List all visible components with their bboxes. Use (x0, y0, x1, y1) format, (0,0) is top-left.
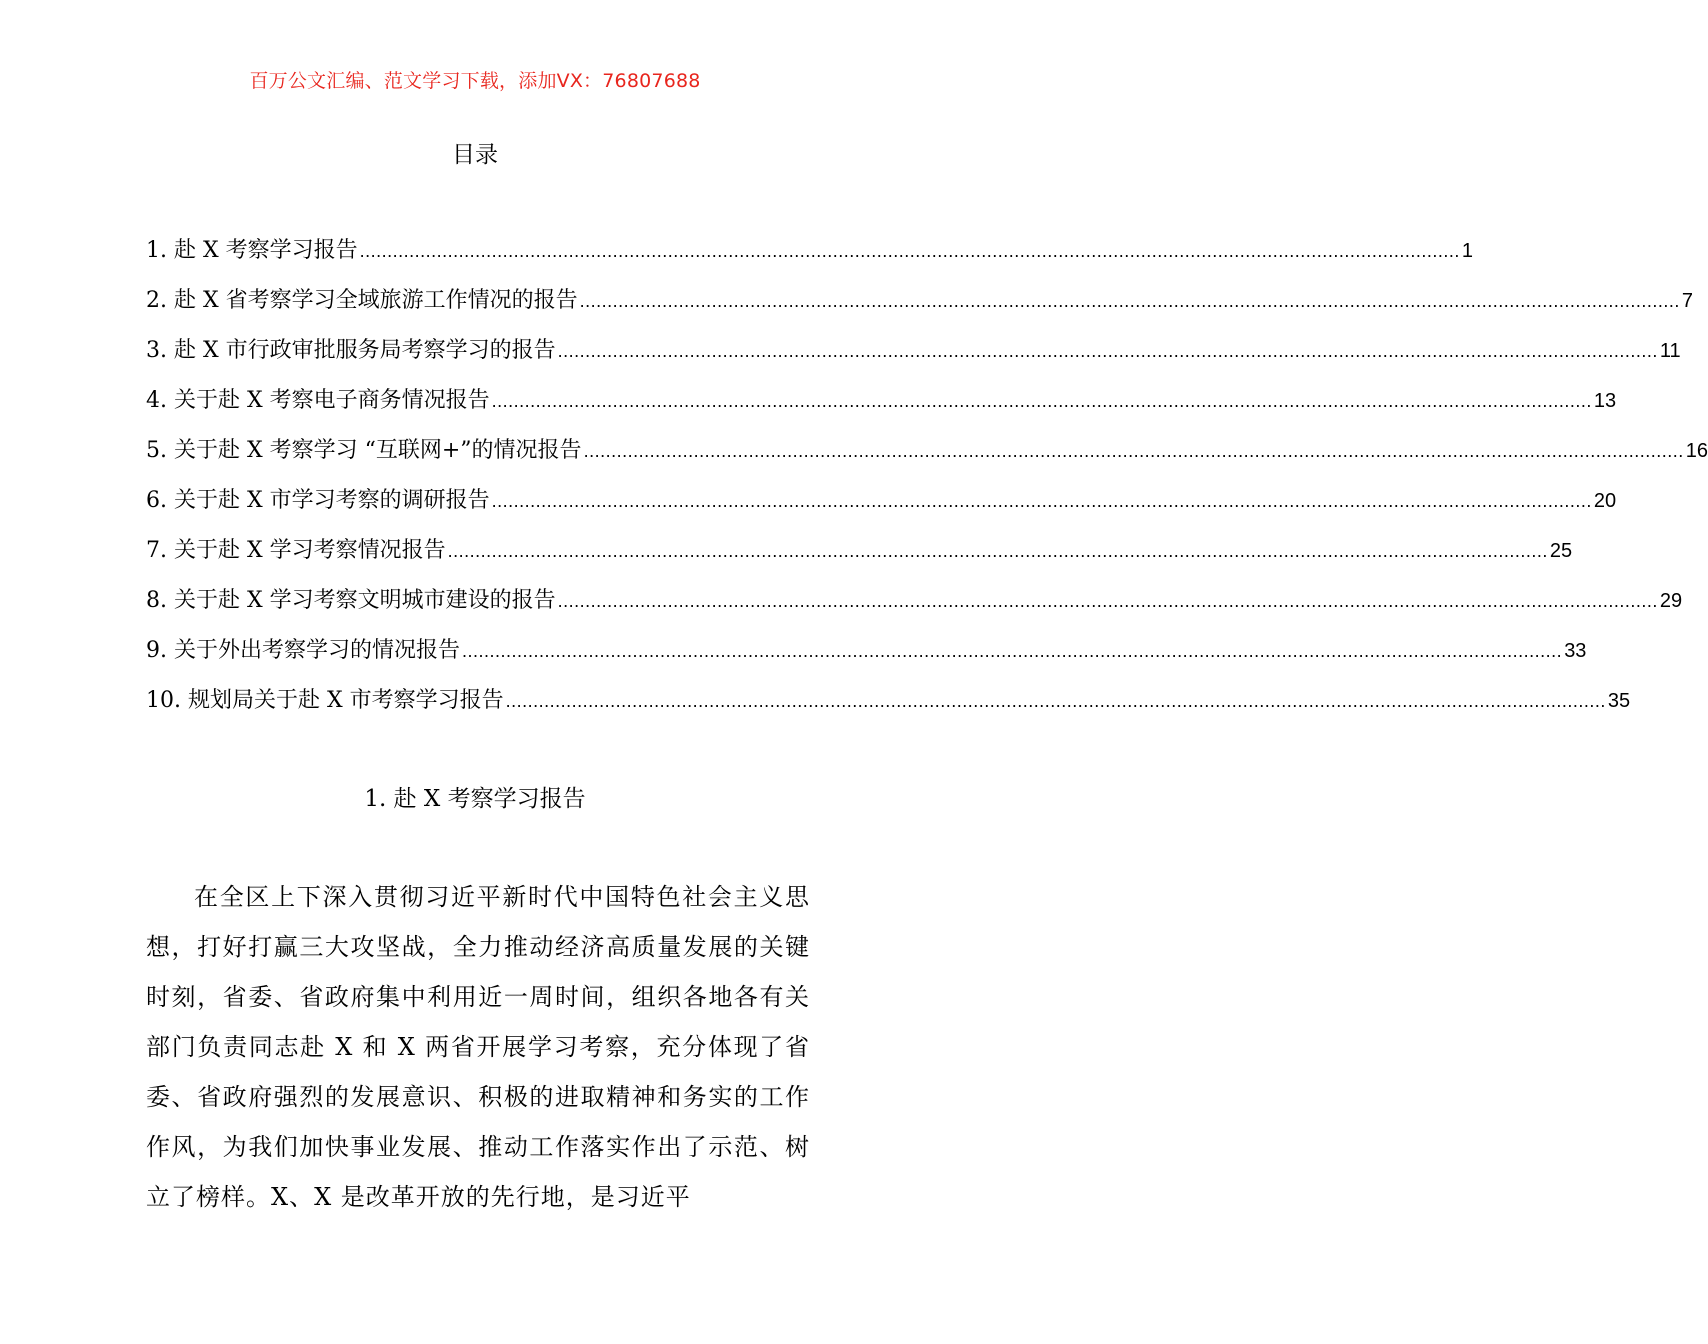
toc-entry[interactable] (146, 676, 1631, 726)
toc-entry-label: 5. 关于赴 X 考察学习 “互联网+”的情况报告 (146, 438, 582, 463)
toc-leader-dots: ........................................................................................................................................................................................................ (359, 241, 1460, 261)
toc-entry[interactable] (146, 476, 1617, 526)
toc-leader-dots: ........................................................................................................................................................................................................ (491, 491, 1592, 511)
toc-entry-page: 16 (1685, 440, 1708, 462)
toc-entry-page: 35 (1607, 690, 1631, 712)
toc-entry-page: 33 (1564, 640, 1587, 662)
section-heading: 1. 赴 X 考察学习报告 (364, 786, 586, 812)
toc-leader-dots: ........................................................................................................................................................................................................ (583, 441, 1684, 461)
toc-leader-dots: ........................................................................................................................................................................................................ (461, 641, 1563, 661)
toc-entry-label: 1. 赴 X 考察学习报告 (146, 238, 358, 263)
toc-entry[interactable] (146, 376, 1617, 426)
toc-leader-dots: ........................................................................................................................................................................................................ (447, 541, 1548, 561)
toc-entry[interactable] (146, 626, 1587, 676)
body-paragraph: 在全区上下深入贯彻习近平新时代中国特色社会主义思想，打好打赢三大攻坚战，全力推动经济高质量发展的关键时刻，省委、省政府集中利用近一周时间，组织各地各有关部门负责同志赴 X 和 X 两省开展学习考察，充分体现了省委、省政府强烈的发展意识、积极的进取精神和务实的工作作风，为我们加快事业发展、推动工作落实作出了示范、树立了榜样。X、X 是改革开放的先行地，是习近平 (146, 883, 810, 1211)
toc-entry[interactable] (146, 226, 1473, 276)
toc-entry-label: 3. 赴 X 市行政审批服务局考察学习的报告 (146, 338, 556, 363)
toc-leader-dots: ........................................................................................................................................................................................................ (491, 391, 1592, 411)
toc-leader-dots: ........................................................................................................................................................................................................ (505, 691, 1606, 711)
toc-entry[interactable] (146, 526, 1573, 576)
toc-entry-page: 1 (1461, 240, 1473, 262)
toc-title: 目录 (452, 142, 498, 168)
header-banner: 百万公文汇编、范文学习下载，添加VX：76807688 (249, 70, 701, 92)
toc-entry-label: 2. 赴 X 省考察学习全域旅游工作情况的报告 (146, 288, 578, 313)
toc-entry-page: 29 (1659, 590, 1683, 612)
table-of-contents (146, 226, 1708, 726)
toc-entry[interactable] (146, 576, 1683, 626)
toc-entry[interactable] (146, 326, 1681, 376)
toc-leader-dots: ........................................................................................................................................................................................................ (579, 291, 1680, 311)
toc-entry-page: 7 (1681, 290, 1693, 312)
toc-entry-label: 8. 关于赴 X 学习考察文明城市建设的报告 (146, 588, 556, 613)
toc-entry-page: 20 (1593, 490, 1617, 512)
toc-entry[interactable] (146, 276, 1693, 326)
body-text (146, 872, 810, 1222)
toc-entry-page: 13 (1593, 390, 1617, 412)
toc-leader-dots: ........................................................................................................................................................................................................ (557, 341, 1658, 361)
toc-entry-label: 6. 关于赴 X 市学习考察的调研报告 (146, 488, 490, 513)
toc-entry-page: 25 (1549, 540, 1573, 562)
toc-entry[interactable] (146, 426, 1708, 476)
toc-entry-page: 11 (1659, 340, 1681, 362)
toc-entry-label: 9. 关于外出考察学习的情况报告 (146, 638, 460, 663)
toc-entry-label: 4. 关于赴 X 考察电子商务情况报告 (146, 388, 490, 413)
toc-leader-dots: ........................................................................................................................................................................................................ (557, 591, 1658, 611)
toc-entry-label: 7. 关于赴 X 学习考察情况报告 (146, 538, 446, 563)
toc-entry-label: 10. 规划局关于赴 X 市考察学习报告 (146, 688, 504, 713)
